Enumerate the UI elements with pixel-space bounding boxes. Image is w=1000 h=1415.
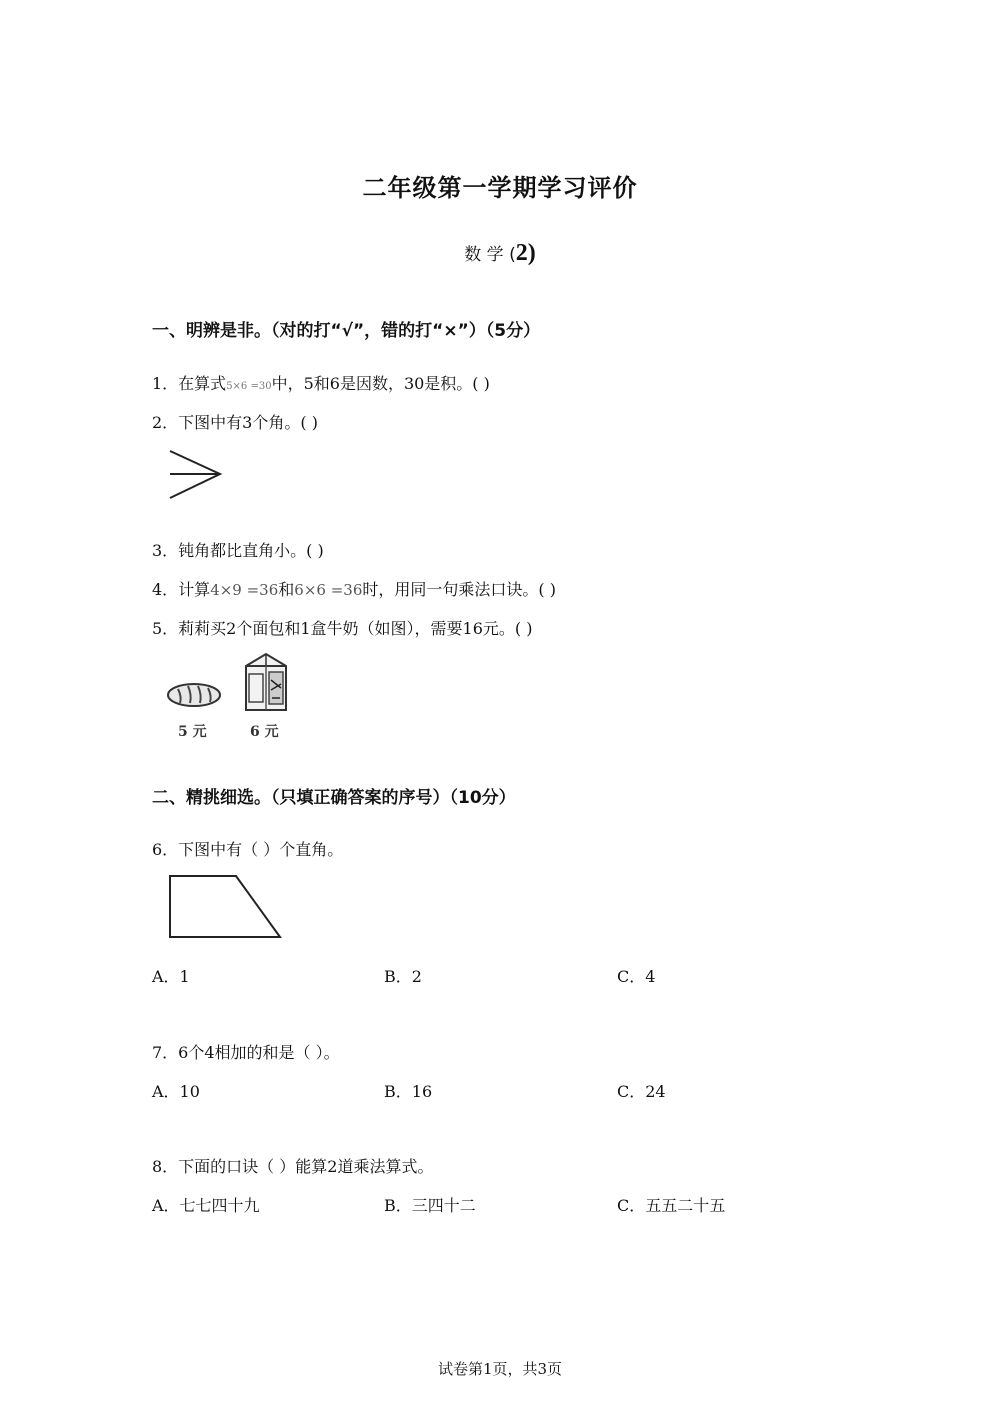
q6-option-b: B．2: [384, 967, 422, 986]
bread-icon: [164, 675, 224, 711]
q6-option-a: A．1: [152, 967, 190, 986]
q6-option-c: C．4: [617, 967, 656, 986]
question-6: 6．下图中有（ ）个直角。: [152, 840, 344, 859]
question-3: 3．钝角都比直角小。( ): [152, 541, 324, 560]
milk-carton-icon: [240, 650, 292, 714]
page-footer: 试卷第1页，共3页: [437, 1360, 563, 1378]
q8-option-c: C．五五二十五: [617, 1196, 726, 1215]
formula-a-image: 4×9 =36: [210, 581, 279, 599]
paper-number: 2): [515, 240, 536, 266]
q8-option-a: A．七七四十九: [152, 1196, 260, 1215]
q7-option-a: A．10: [152, 1082, 200, 1101]
section-1-heading: 一、明辨是非。（对的打“√”，错的打“×”）（5分）: [152, 321, 541, 341]
question-5: 5．莉莉买2个面包和1盒牛奶（如图），需要16元。( ): [152, 619, 533, 638]
bread-price: 5 元: [178, 724, 207, 740]
question-7: 7．6个4相加的和是（ ）。: [152, 1043, 340, 1062]
page-title: 二年级第一学期学习评价: [362, 174, 638, 202]
question-8: 8．下面的口诀（ ）能算2道乘法算式。: [152, 1157, 434, 1176]
subject-label: 数 学 (: [464, 245, 516, 265]
formula-image: 5×6 =30: [226, 381, 272, 392]
milk-price: 6 元: [250, 724, 279, 740]
q8-option-b: B．三四十二: [384, 1196, 476, 1215]
question-1: 1．在算式5×6 =30中，5和6是因数，30是积。( ): [152, 374, 490, 393]
trapezoid-figure: [164, 872, 288, 944]
angle-figure: [166, 446, 226, 506]
question-4: 4．计算4×9 =36和6×6 =36时，用同一句乘法口诀。( ): [152, 580, 556, 599]
q7-option-b: B．16: [384, 1082, 433, 1101]
formula-b-image: 6×6 =36: [294, 581, 363, 599]
q7-option-c: C．24: [617, 1082, 666, 1101]
question-2: 2．下图中有3个角。( ): [152, 413, 318, 432]
section-2-heading: 二、精挑细选。（只填正确答案的序号）（10分）: [152, 788, 516, 808]
page-subtitle: [0, 240, 1000, 267]
